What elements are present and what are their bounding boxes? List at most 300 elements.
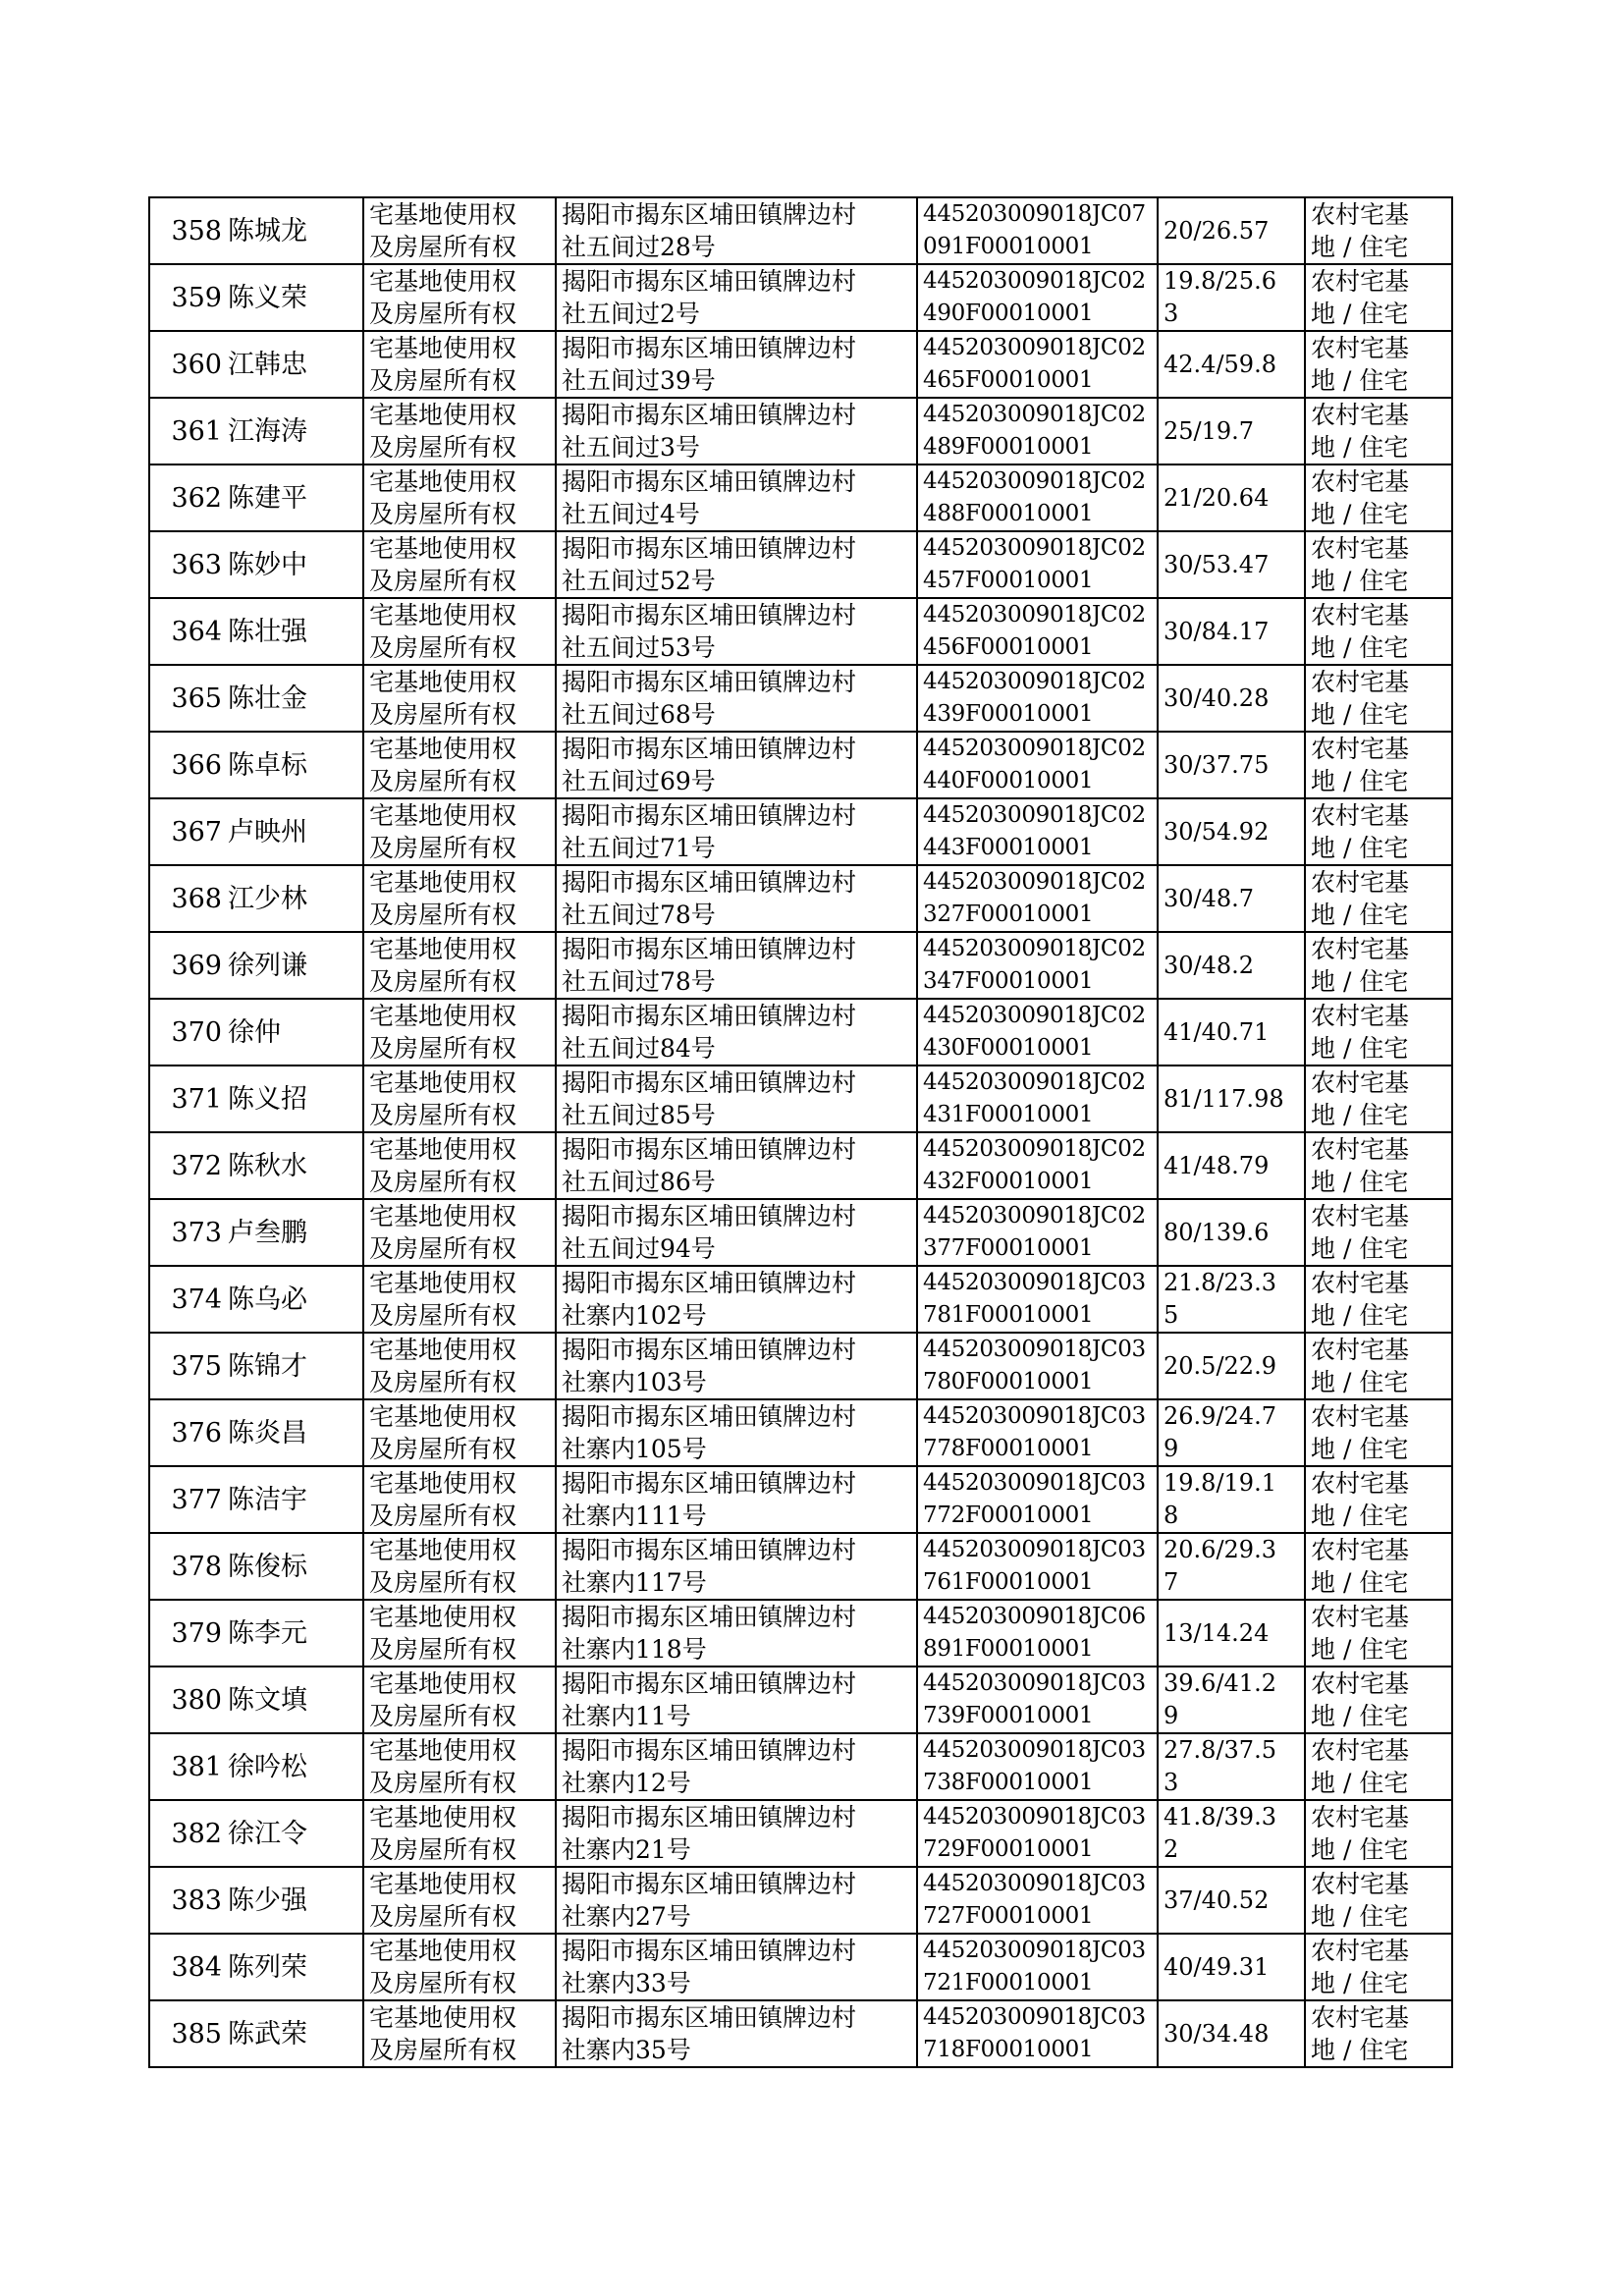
- right-type-cell-line: 宅基地使用权: [369, 534, 517, 563]
- land-use-cell-line: 地 / 住宅: [1311, 901, 1409, 929]
- unit-code-cell-line: 780F00010001: [923, 1369, 1094, 1394]
- right-type-cell-line: 及房屋所有权: [369, 834, 517, 862]
- area-cell: [1158, 1533, 1305, 1600]
- address-cell-line: 社五间过69号: [562, 767, 716, 795]
- right-type-cell-line: 宅基地使用权: [369, 668, 517, 696]
- row-number-cell: 381: [149, 1733, 226, 1800]
- unit-code-cell: [917, 1333, 1158, 1399]
- area-cell: [1158, 1934, 1305, 2000]
- unit-code-cell-line: 445203009018JC03: [923, 1871, 1146, 1896]
- right-type-cell-line: 及房屋所有权: [369, 1234, 517, 1263]
- unit-code-cell-line: 445203009018JC02: [923, 936, 1146, 961]
- right-type-cell-line: 宅基地使用权: [369, 1669, 517, 1698]
- unit-code-cell-line: 445203009018JC02: [923, 669, 1146, 694]
- address-cell-line: 社五间过94号: [562, 1234, 716, 1263]
- address-cell: [556, 1867, 917, 1934]
- land-use-cell: [1305, 732, 1452, 798]
- land-use-cell-line: 地 / 住宅: [1311, 500, 1409, 528]
- unit-code-cell-line: 347F00010001: [923, 968, 1094, 994]
- unit-code-cell-line: 778F00010001: [923, 1436, 1094, 1461]
- right-type-cell: [363, 197, 556, 264]
- right-type-cell-line: 宅基地使用权: [369, 1402, 517, 1431]
- row-number-cell: 383: [149, 1867, 226, 1934]
- address-cell: [556, 732, 917, 798]
- table-row: [149, 1867, 1452, 1934]
- area-cell: [1158, 732, 1305, 798]
- area-cell-line: 3: [1164, 1769, 1179, 1796]
- land-use-cell-line: 地 / 住宅: [1311, 567, 1409, 595]
- address-cell: [556, 999, 917, 1066]
- table-row: [149, 1667, 1452, 1733]
- table-row: [149, 1600, 1452, 1667]
- right-type-cell: [363, 1800, 556, 1867]
- address-cell-line: 揭阳市揭东区埔田镇牌边村: [562, 1002, 857, 1030]
- right-type-cell: [363, 665, 556, 732]
- land-use-cell-line: 地 / 住宅: [1311, 2036, 1409, 2064]
- address-cell: [556, 1132, 917, 1199]
- unit-code-cell-line: 445203009018JC02: [923, 869, 1146, 895]
- unit-code-cell-line: 489F00010001: [923, 434, 1094, 460]
- area-cell: [1158, 197, 1305, 264]
- right-type-cell-line: 宅基地使用权: [369, 1202, 517, 1230]
- right-type-cell-line: 及房屋所有权: [369, 901, 517, 929]
- unit-code-cell: [917, 865, 1158, 932]
- unit-code-cell: [917, 2000, 1158, 2067]
- land-use-cell: [1305, 1132, 1452, 1199]
- land-use-cell-line: 地 / 住宅: [1311, 633, 1409, 662]
- area-cell-line: 30/53.47: [1164, 550, 1270, 578]
- unit-code-cell-line: 445203009018JC02: [923, 402, 1146, 427]
- table-row: [149, 1266, 1452, 1333]
- area-cell-line: 9: [1164, 1435, 1179, 1462]
- unit-code-cell-line: 445203009018JC03: [923, 2004, 1146, 2030]
- address-cell-line: 揭阳市揭东区埔田镇牌边村: [562, 1269, 857, 1297]
- table-row: [149, 1733, 1452, 1800]
- address-cell-line: 揭阳市揭东区埔田镇牌边村: [562, 935, 857, 963]
- unit-code-cell: [917, 1066, 1158, 1132]
- area-cell-line: 20/26.57: [1164, 216, 1270, 245]
- address-cell: [556, 464, 917, 531]
- address-cell: [556, 1466, 917, 1533]
- unit-code-cell: [917, 1132, 1158, 1199]
- address-cell: [556, 598, 917, 665]
- unit-code-cell-line: 772F00010001: [923, 1503, 1094, 1528]
- address-cell: [556, 2000, 917, 2067]
- unit-code-cell: [917, 1934, 1158, 2000]
- address-cell-line: 揭阳市揭东区埔田镇牌边村: [562, 1068, 857, 1097]
- unit-code-cell-line: 488F00010001: [923, 501, 1094, 526]
- right-type-cell-line: 宅基地使用权: [369, 735, 517, 763]
- address-cell-line: 社五间过28号: [562, 233, 716, 261]
- land-use-cell: [1305, 197, 1452, 264]
- unit-code-cell: [917, 1667, 1158, 1733]
- right-type-cell-line: 及房屋所有权: [369, 1702, 517, 1730]
- unit-code-cell: [917, 197, 1158, 264]
- row-number-cell: 364: [149, 598, 226, 665]
- land-use-cell-line: 农村宅基: [1311, 1603, 1410, 1631]
- unit-code-cell-line: 891F00010001: [923, 1636, 1094, 1662]
- row-number-cell: 384: [149, 1934, 226, 2000]
- unit-code-cell: [917, 264, 1158, 331]
- land-use-cell-line: 农村宅基: [1311, 935, 1410, 963]
- land-use-cell: [1305, 1800, 1452, 1867]
- land-use-cell-line: 地 / 住宅: [1311, 1034, 1409, 1063]
- unit-code-cell: [917, 1800, 1158, 1867]
- right-type-cell: [363, 1399, 556, 1466]
- unit-code-cell-line: 490F00010001: [923, 301, 1094, 326]
- area-cell-line: 41/40.71: [1164, 1017, 1270, 1046]
- area-cell-line: 30/40.28: [1164, 683, 1270, 712]
- area-cell: [1158, 1333, 1305, 1399]
- table-row: [149, 1199, 1452, 1266]
- address-cell-line: 揭阳市揭东区埔田镇牌边村: [562, 868, 857, 897]
- land-use-cell: [1305, 464, 1452, 531]
- land-use-cell: [1305, 398, 1452, 464]
- land-use-cell: [1305, 1466, 1452, 1533]
- land-use-cell-line: 地 / 住宅: [1311, 433, 1409, 462]
- address-cell: [556, 1066, 917, 1132]
- owner-name-cell: 江韩忠: [226, 331, 363, 398]
- area-cell: [1158, 598, 1305, 665]
- unit-code-cell: [917, 1199, 1158, 1266]
- unit-code-cell: [917, 732, 1158, 798]
- area-cell-line: 26.9/24.7: [1164, 1402, 1276, 1430]
- table-row: [149, 732, 1452, 798]
- land-use-cell: [1305, 1600, 1452, 1667]
- address-cell-line: 社寨内118号: [562, 1635, 707, 1664]
- table-row: [149, 1132, 1452, 1199]
- right-type-cell-line: 宅基地使用权: [369, 1002, 517, 1030]
- unit-code-cell-line: 445203009018JC03: [923, 1938, 1146, 1963]
- address-cell-line: 揭阳市揭东区埔田镇牌边村: [562, 467, 857, 496]
- area-cell: [1158, 1600, 1305, 1667]
- area-cell-line: 30/34.48: [1164, 2019, 1270, 2048]
- area-cell-line: 3: [1164, 300, 1179, 327]
- unit-code-cell-line: 431F00010001: [923, 1102, 1094, 1127]
- row-number-cell: 368: [149, 865, 226, 932]
- land-use-cell-line: 地 / 住宅: [1311, 700, 1409, 729]
- right-type-cell-line: 及房屋所有权: [369, 1502, 517, 1530]
- land-use-cell: [1305, 798, 1452, 865]
- row-number-cell: 358: [149, 197, 226, 264]
- address-cell-line: 社五间过85号: [562, 1101, 716, 1129]
- address-cell: [556, 1934, 917, 2000]
- right-type-cell-line: 宅基地使用权: [369, 1937, 517, 1965]
- address-cell-line: 社寨内11号: [562, 1702, 691, 1730]
- unit-code-cell: [917, 531, 1158, 598]
- area-cell: [1158, 1733, 1305, 1800]
- unit-code-cell: [917, 665, 1158, 732]
- address-cell-line: 社五间过52号: [562, 567, 716, 595]
- right-type-cell-line: 宅基地使用权: [369, 200, 517, 229]
- area-cell-line: 13/14.24: [1164, 1618, 1270, 1647]
- unit-code-cell-line: 439F00010001: [923, 701, 1094, 727]
- unit-code-cell-line: 445203009018JC02: [923, 335, 1146, 360]
- unit-code-cell-line: 729F00010001: [923, 1836, 1094, 1862]
- unit-code-cell-line: 377F00010001: [923, 1235, 1094, 1261]
- right-type-cell: [363, 1533, 556, 1600]
- unit-code-cell: [917, 999, 1158, 1066]
- right-type-cell: [363, 1066, 556, 1132]
- owner-name-cell: 陈卓标: [226, 732, 363, 798]
- unit-code-cell-line: 445203009018JC02: [923, 268, 1146, 294]
- area-cell: [1158, 464, 1305, 531]
- area-cell: [1158, 999, 1305, 1066]
- land-use-cell: [1305, 264, 1452, 331]
- right-type-cell-line: 及房屋所有权: [369, 433, 517, 462]
- right-type-cell-line: 宅基地使用权: [369, 2003, 517, 2032]
- row-number-cell: 374: [149, 1266, 226, 1333]
- right-type-cell-line: 及房屋所有权: [369, 300, 517, 328]
- land-use-cell-line: 地 / 住宅: [1311, 1702, 1409, 1730]
- owner-name-cell: 江少林: [226, 865, 363, 932]
- unit-code-cell-line: 445203009018JC02: [923, 736, 1146, 761]
- owner-name-cell: 陈俊标: [226, 1533, 363, 1600]
- address-cell-line: 揭阳市揭东区埔田镇牌边村: [562, 1135, 857, 1164]
- land-use-cell-line: 农村宅基: [1311, 1202, 1410, 1230]
- right-type-cell-line: 宅基地使用权: [369, 1336, 517, 1364]
- unit-code-cell-line: 456F00010001: [923, 634, 1094, 660]
- right-type-cell-line: 宅基地使用权: [369, 1736, 517, 1765]
- address-cell-line: 揭阳市揭东区埔田镇牌边村: [562, 401, 857, 429]
- address-cell: [556, 1533, 917, 1600]
- unit-code-cell-line: 445203009018JC03: [923, 1537, 1146, 1562]
- address-cell-line: 社五间过68号: [562, 700, 716, 729]
- address-cell: [556, 798, 917, 865]
- land-use-cell-line: 农村宅基: [1311, 467, 1410, 496]
- row-number-cell: 360: [149, 331, 226, 398]
- address-cell: [556, 932, 917, 999]
- row-number-cell: 363: [149, 531, 226, 598]
- area-cell-line: 30/37.75: [1164, 750, 1270, 779]
- land-use-cell-line: 农村宅基: [1311, 334, 1410, 362]
- right-type-cell: [363, 531, 556, 598]
- owner-name-cell: 陈武荣: [226, 2000, 363, 2067]
- address-cell-line: 揭阳市揭东区埔田镇牌边村: [562, 200, 857, 229]
- land-use-cell-line: 地 / 住宅: [1311, 1635, 1409, 1664]
- row-number-cell: 371: [149, 1066, 226, 1132]
- land-use-cell-line: 农村宅基: [1311, 1736, 1410, 1765]
- unit-code-cell-line: 445203009018JC03: [923, 1470, 1146, 1496]
- land-use-cell: [1305, 1867, 1452, 1934]
- land-use-cell: [1305, 1733, 1452, 1800]
- area-cell: [1158, 932, 1305, 999]
- unit-code-cell-line: 445203009018JC02: [923, 1069, 1146, 1095]
- area-cell-line: 19.8/19.1: [1164, 1469, 1276, 1497]
- owner-name-cell: 卢叁鹏: [226, 1199, 363, 1266]
- table-row: [149, 1934, 1452, 2000]
- table-row: [149, 1333, 1452, 1399]
- address-cell-line: 社寨内35号: [562, 2036, 691, 2064]
- owner-name-cell: 陈列荣: [226, 1934, 363, 2000]
- right-type-cell-line: 宅基地使用权: [369, 1469, 517, 1498]
- land-use-cell: [1305, 531, 1452, 598]
- right-type-cell: [363, 1600, 556, 1667]
- address-cell-line: 揭阳市揭东区埔田镇牌边村: [562, 668, 857, 696]
- right-type-cell: [363, 798, 556, 865]
- unit-code-cell-line: 430F00010001: [923, 1035, 1094, 1061]
- area-cell: [1158, 1399, 1305, 1466]
- area-cell-line: 30/48.2: [1164, 951, 1255, 979]
- land-use-cell: [1305, 1399, 1452, 1466]
- unit-code-cell-line: 445203009018JC02: [923, 1003, 1146, 1028]
- address-cell-line: 社寨内117号: [562, 1568, 707, 1597]
- address-cell: [556, 1266, 917, 1333]
- unit-code-cell-line: 091F00010001: [923, 234, 1094, 259]
- area-cell: [1158, 1466, 1305, 1533]
- address-cell-line: 揭阳市揭东区埔田镇牌边村: [562, 1336, 857, 1364]
- land-use-cell-line: 农村宅基: [1311, 1870, 1410, 1898]
- address-cell-line: 社五间过4号: [562, 500, 700, 528]
- address-cell-line: 社寨内21号: [562, 1835, 691, 1864]
- area-cell: [1158, 264, 1305, 331]
- unit-code-cell-line: 440F00010001: [923, 768, 1094, 793]
- land-use-cell-line: 地 / 住宅: [1311, 1368, 1409, 1396]
- address-cell-line: 揭阳市揭东区埔田镇牌边村: [562, 1803, 857, 1831]
- right-type-cell-line: 及房屋所有权: [369, 1769, 517, 1797]
- area-cell-line: 30/48.7: [1164, 884, 1255, 912]
- area-cell: [1158, 1867, 1305, 1934]
- right-type-cell-line: 及房屋所有权: [369, 500, 517, 528]
- row-number-cell: 379: [149, 1600, 226, 1667]
- address-cell: [556, 331, 917, 398]
- address-cell-line: 揭阳市揭东区埔田镇牌边村: [562, 1402, 857, 1431]
- right-type-cell-line: 及房屋所有权: [369, 1568, 517, 1597]
- owner-name-cell: 陈壮金: [226, 665, 363, 732]
- area-cell: [1158, 2000, 1305, 2067]
- right-type-cell-line: 及房屋所有权: [369, 1635, 517, 1664]
- table-row: [149, 1800, 1452, 1867]
- right-type-cell-line: 宅基地使用权: [369, 267, 517, 296]
- address-cell-line: 社寨内103号: [562, 1368, 707, 1396]
- owner-name-cell: 陈少强: [226, 1867, 363, 1934]
- land-use-cell-line: 农村宅基: [1311, 1536, 1410, 1564]
- right-type-cell-line: 及房屋所有权: [369, 967, 517, 996]
- address-cell-line: 社寨内12号: [562, 1769, 691, 1797]
- land-use-cell-line: 地 / 住宅: [1311, 1902, 1409, 1931]
- land-use-cell-line: 农村宅基: [1311, 1336, 1410, 1364]
- land-use-cell-line: 地 / 住宅: [1311, 1502, 1409, 1530]
- row-number-cell: 375: [149, 1333, 226, 1399]
- address-cell-line: 社五间过84号: [562, 1034, 716, 1063]
- right-type-cell-line: 及房屋所有权: [369, 1368, 517, 1396]
- right-type-cell-line: 宅基地使用权: [369, 467, 517, 496]
- right-type-cell: [363, 865, 556, 932]
- right-type-cell-line: 及房屋所有权: [369, 1835, 517, 1864]
- right-type-cell-line: 宅基地使用权: [369, 1803, 517, 1831]
- address-cell-line: 社寨内111号: [562, 1502, 707, 1530]
- address-cell-line: 社五间过39号: [562, 366, 716, 395]
- land-use-cell: [1305, 1266, 1452, 1333]
- right-type-cell: [363, 932, 556, 999]
- land-use-cell-line: 农村宅基: [1311, 1402, 1410, 1431]
- right-type-cell-line: 宅基地使用权: [369, 1870, 517, 1898]
- area-cell-line: 2: [1164, 1835, 1179, 1863]
- row-number-cell: 366: [149, 732, 226, 798]
- row-number-cell: 367: [149, 798, 226, 865]
- area-cell-line: 20.6/29.3: [1164, 1536, 1276, 1563]
- right-type-cell-line: 及房屋所有权: [369, 1168, 517, 1196]
- area-cell: [1158, 331, 1305, 398]
- area-cell-line: 5: [1164, 1301, 1179, 1329]
- land-use-cell: [1305, 1934, 1452, 2000]
- right-type-cell-line: 及房屋所有权: [369, 633, 517, 662]
- land-use-cell-line: 地 / 住宅: [1311, 834, 1409, 862]
- land-use-cell-line: 地 / 住宅: [1311, 1969, 1409, 1997]
- owner-name-cell: 徐江令: [226, 1800, 363, 1867]
- right-type-cell: [363, 1867, 556, 1934]
- address-cell-line: 揭阳市揭东区埔田镇牌边村: [562, 534, 857, 563]
- unit-code-cell-line: 718F00010001: [923, 2037, 1094, 2062]
- area-cell: [1158, 1800, 1305, 1867]
- unit-code-cell: [917, 1266, 1158, 1333]
- area-cell: [1158, 665, 1305, 732]
- unit-code-cell-line: 781F00010001: [923, 1302, 1094, 1328]
- right-type-cell: [363, 1199, 556, 1266]
- land-use-cell-line: 地 / 住宅: [1311, 1234, 1409, 1263]
- row-number-cell: 365: [149, 665, 226, 732]
- right-type-cell: [363, 1934, 556, 2000]
- area-cell-line: 41.8/39.3: [1164, 1803, 1276, 1831]
- address-cell: [556, 1733, 917, 1800]
- land-use-cell-line: 农村宅基: [1311, 601, 1410, 629]
- row-number-cell: 382: [149, 1800, 226, 1867]
- area-cell: [1158, 398, 1305, 464]
- table-row: [149, 999, 1452, 1066]
- address-cell: [556, 1333, 917, 1399]
- table-row: [149, 2000, 1452, 2067]
- right-type-cell-line: 及房屋所有权: [369, 1902, 517, 1931]
- land-use-cell-line: 农村宅基: [1311, 267, 1410, 296]
- land-use-cell-line: 农村宅基: [1311, 1803, 1410, 1831]
- unit-code-cell-line: 445203009018JC02: [923, 802, 1146, 828]
- unit-code-cell: [917, 1399, 1158, 1466]
- table-row: [149, 1066, 1452, 1132]
- right-type-cell: [363, 1132, 556, 1199]
- right-type-cell: [363, 732, 556, 798]
- land-use-cell: [1305, 665, 1452, 732]
- land-use-cell-line: 农村宅基: [1311, 1135, 1410, 1164]
- land-use-cell-line: 地 / 住宅: [1311, 1769, 1409, 1797]
- right-type-cell-line: 宅基地使用权: [369, 935, 517, 963]
- area-cell-line: 42.4/59.8: [1164, 350, 1276, 378]
- land-use-cell: [1305, 1199, 1452, 1266]
- unit-code-cell-line: 445203009018JC02: [923, 468, 1146, 494]
- owner-name-cell: 陈秋水: [226, 1132, 363, 1199]
- right-type-cell-line: 宅基地使用权: [369, 401, 517, 429]
- unit-code-cell-line: 445203009018JC02: [923, 1203, 1146, 1229]
- right-type-cell: [363, 464, 556, 531]
- table-row: [149, 464, 1452, 531]
- table-row: [149, 598, 1452, 665]
- right-type-cell-line: 及房屋所有权: [369, 1969, 517, 1997]
- owner-name-cell: 陈城龙: [226, 197, 363, 264]
- owner-name-cell: 陈锦才: [226, 1333, 363, 1399]
- address-cell-line: 揭阳市揭东区埔田镇牌边村: [562, 1603, 857, 1631]
- land-use-cell-line: 地 / 住宅: [1311, 1435, 1409, 1463]
- right-type-cell-line: 宅基地使用权: [369, 1135, 517, 1164]
- table-row: [149, 264, 1452, 331]
- land-use-cell: [1305, 1333, 1452, 1399]
- address-cell-line: 揭阳市揭东区埔田镇牌边村: [562, 735, 857, 763]
- table-row: [149, 1399, 1452, 1466]
- row-number-cell: 362: [149, 464, 226, 531]
- land-use-cell-line: 农村宅基: [1311, 1469, 1410, 1498]
- address-cell-line: 社寨内105号: [562, 1435, 707, 1463]
- right-type-cell: [363, 264, 556, 331]
- owner-name-cell: 陈建平: [226, 464, 363, 531]
- owner-name-cell: 陈李元: [226, 1600, 363, 1667]
